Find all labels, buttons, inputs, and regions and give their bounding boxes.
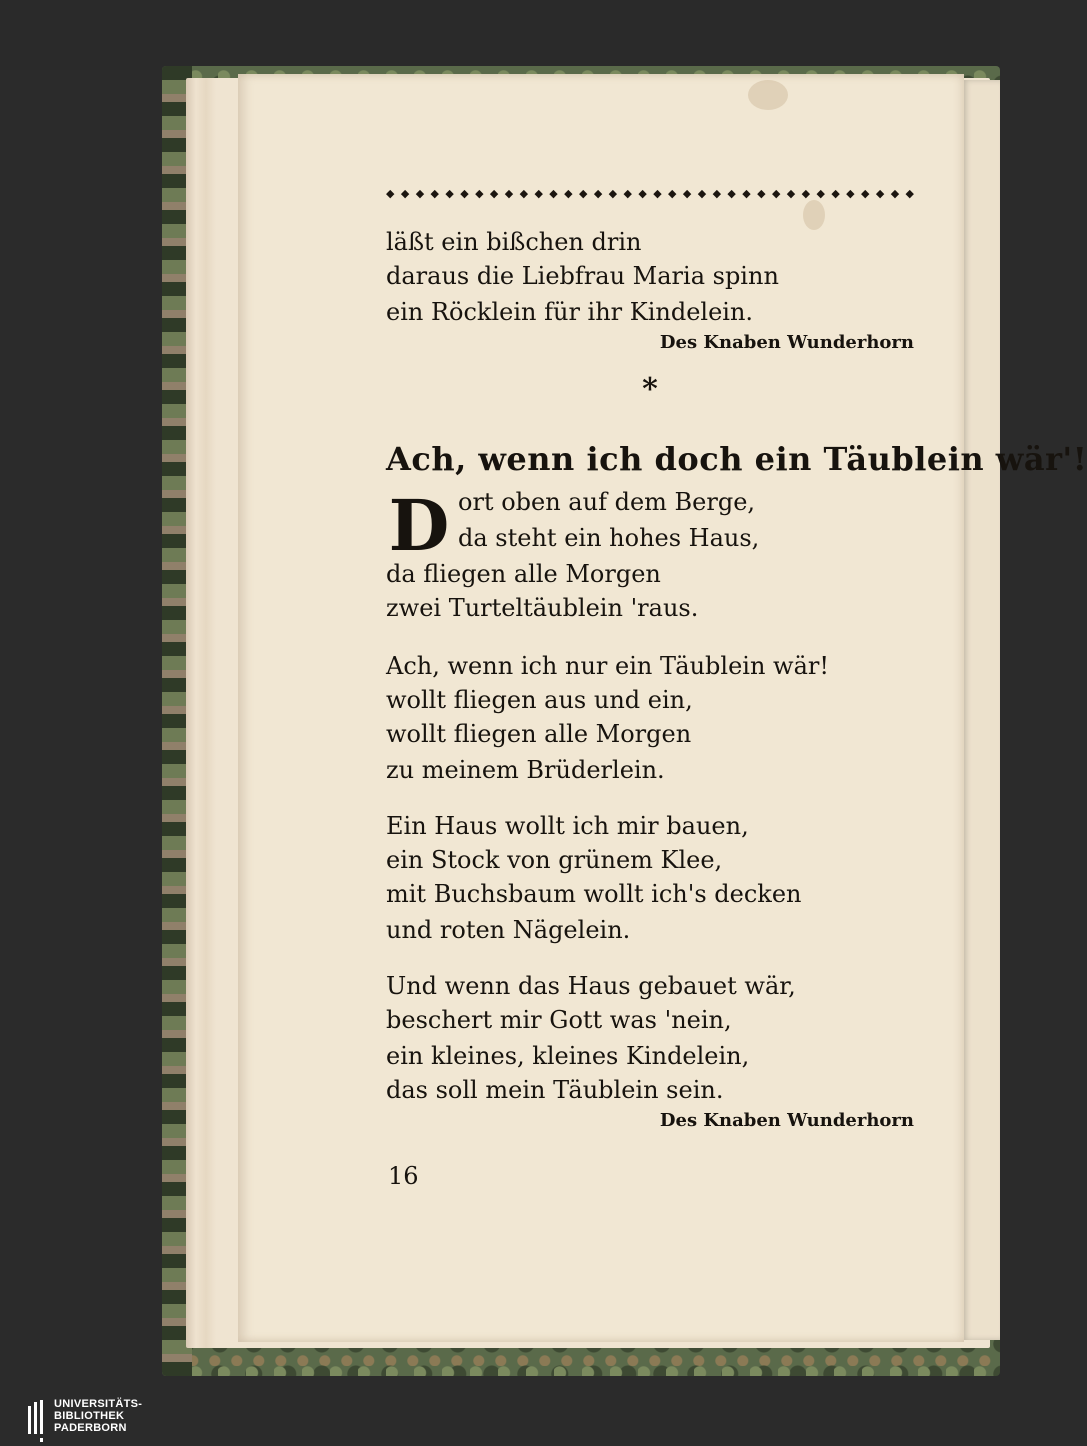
logo-line: UNIVERSITÄTS-: [54, 1398, 143, 1410]
verse-line: wollt fliegen alle Morgen: [386, 720, 692, 748]
verse-line: ein Stock von grünem Klee,: [386, 846, 723, 874]
logo-line: BIBLIOTHEK: [54, 1410, 125, 1422]
verse-line: ein Röcklein für ihr Kindelein.: [386, 298, 754, 326]
verse-line: zwei Turteltäublein 'raus.: [386, 594, 699, 622]
paper-stain: [748, 80, 788, 110]
viewer-background: [0, 0, 1000, 70]
poem-title: Ach, wenn ich doch ein Täublein wär'!: [386, 440, 1087, 478]
library-logo-text: [54, 1398, 142, 1434]
paper-stain: [803, 200, 825, 230]
verse-line: daraus die Liebfrau Maria spinn: [386, 262, 779, 290]
verse-line: zu meinem Brüderlein.: [386, 756, 665, 784]
verse-line: beschert mir Gott was 'nein,: [386, 1006, 732, 1034]
citation: Des Knaben Wunderhorn: [659, 332, 914, 353]
drop-cap: D: [388, 484, 450, 567]
library-logo-icon: [28, 1400, 46, 1444]
ornament-rule: ◆ ◆ ◆ ◆ ◆ ◆ ◆ ◆ ◆ ◆ ◆ ◆ ◆ ◆ ◆ ◆ ◆ ◆ ◆ ◆ ◆ ◆ ◆ ◆ ◆ ◆ ◆ ◆ ◆ ◆ ◆ ◆ ◆ ◆ ◆ ◆: [386, 187, 914, 200]
citation: Des Knaben Wunderhorn: [659, 1110, 914, 1131]
verse-line: das soll mein Täublein sein.: [386, 1076, 724, 1104]
facing-page-edge: [962, 80, 1000, 1340]
verse-line: ein kleines, kleines Kindelein,: [386, 1042, 750, 1070]
logo-line: PADERBORN: [54, 1422, 127, 1434]
verse-line: wollt fliegen aus und ein,: [386, 686, 693, 714]
footer-bar: [0, 1392, 1000, 1446]
verse-line: ort oben auf dem Berge,: [458, 488, 756, 516]
verse-line: und roten Nägelein.: [386, 916, 631, 944]
verse-line: Ein Haus wollt ich mir bauen,: [386, 812, 749, 840]
section-separator: *: [642, 372, 658, 407]
verse-line: mit Buchsbaum wollt ich's decken: [386, 880, 802, 908]
verse-line: da steht ein hohes Haus,: [458, 524, 760, 552]
page-number: 16: [388, 1162, 419, 1190]
verse-line: Ach, wenn ich nur ein Täublein wär!: [386, 652, 830, 680]
verse-line: läßt ein bißchen drin: [386, 228, 642, 256]
verse-line: Und wenn das Haus gebauet wär,: [386, 972, 796, 1000]
verse-line: da fliegen alle Morgen: [386, 560, 661, 588]
